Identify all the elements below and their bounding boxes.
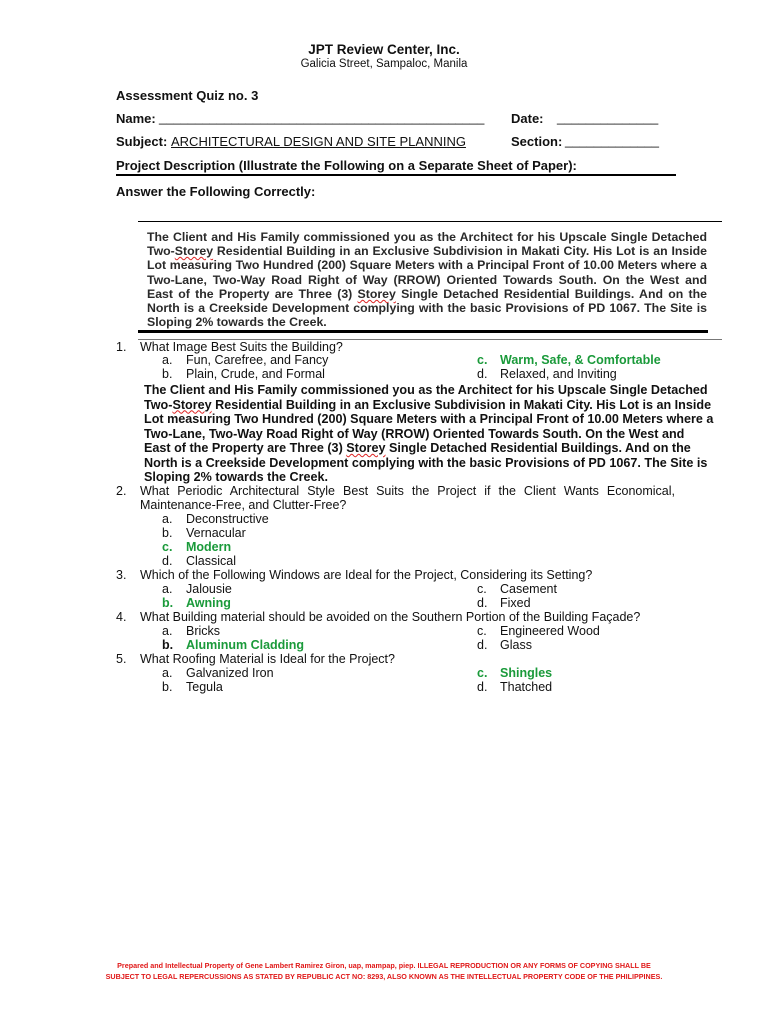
question-4-number: 4. — [116, 610, 127, 624]
org-name: JPT Review Center, Inc. — [308, 42, 460, 57]
q1-choice-b: Plain, Crude, and Formal — [186, 367, 325, 381]
q1-choice-c-letter: c. — [477, 353, 488, 367]
q2-choice-b-letter: b. — [162, 526, 173, 540]
question-2-number: 2. — [116, 484, 127, 498]
q1-choice-a: Fun, Carefree, and Fancy — [186, 353, 329, 367]
q4-choice-d-letter: d. — [477, 638, 488, 652]
excerpt-line: The Client and His Family commissioned you as the Architect for his Upscale Single Detached — [144, 383, 708, 397]
q5-choice-d: Thatched — [500, 680, 553, 694]
q5-choice-c-answer: Shingles — [500, 666, 553, 680]
name-blank: _____________________________________________ — [159, 110, 485, 125]
q4-choice-d: Glass — [500, 638, 532, 652]
q3-choice-b-answer: Awning — [186, 596, 231, 610]
divider-line — [116, 174, 676, 176]
q4-choice-a: Bricks — [186, 624, 221, 638]
q5-choice-a: Galvanized Iron — [186, 666, 274, 680]
q4-choice-c: Engineered Wood — [500, 624, 600, 638]
scenario-line: Two-Storey Residential Building in an Exclusive Subdivision in Makati City. His Lot is an Inside — [147, 244, 707, 259]
scenario-paragraph — [147, 230, 707, 329]
excerpt-line: North is a Creekside Development complying with the basic Provisions of PD 1067. The Site is — [144, 455, 708, 470]
q3-choice-a: Jalousie — [186, 582, 232, 596]
q1-choice-d: Relaxed, and Inviting — [500, 367, 617, 381]
excerpt-line: Two-Storey Residential Building in an Exclusive Subdivision in Makati City. His Lot is an Inside — [144, 397, 712, 412]
date-blank: ______________ — [557, 110, 659, 125]
q3-choice-a-letter: a. — [162, 582, 173, 596]
q4-choice-a-letter: a. — [162, 624, 173, 638]
footer-line-1: Prepared and Intellectual Property of Gene Lambert Ramirez Giron, uap, mampap, piep. ILLEGAL REPRODUCTION OR ANY FORMS OF COPYING SHALL BE — [117, 961, 651, 970]
q2-choice-a-letter: a. — [162, 512, 173, 526]
q2-choice-d: Classical — [186, 554, 237, 568]
q3-choice-c: Casement — [500, 582, 557, 596]
section-blank: _____________ — [565, 133, 659, 148]
q1-choice-b-letter: b. — [162, 367, 173, 381]
question-2-text-line1: What Periodic Architectural Style Best Suits the Project if the Client Wants Economical, — [140, 484, 675, 498]
q1-choice-d-letter: d. — [477, 367, 488, 381]
scenario-bottom-rule — [138, 330, 708, 333]
org-address: Galicia Street, Sampaloc, Manila — [300, 58, 468, 70]
scenario-line: North is a Creekside Development complying with the basic Provisions of PD 1067. The Site is — [147, 300, 707, 315]
scenario-line: Sloping 2% towards the Creek. — [147, 315, 327, 330]
q5-choice-b-letter: b. — [162, 680, 173, 694]
q2-choice-c-letter: c. — [162, 540, 173, 554]
question-5-number: 5. — [116, 652, 127, 666]
q4-choice-b-answer: Aluminum Cladding — [186, 638, 305, 652]
name-label: Name: — [116, 111, 156, 126]
subject-label: Subject: — [116, 134, 168, 149]
question-5-text: What Roofing Material is Ideal for the Project? — [140, 652, 395, 666]
q1-choice-a-letter: a. — [162, 353, 173, 367]
excerpt-line: Lot measuring Two Hundred (200) Square Meters with a Principal Front of 10.00 Meters where a — [144, 412, 714, 426]
question-1-number: 1. — [116, 340, 127, 354]
q5-choice-b: Tegula — [186, 680, 223, 694]
q3-choice-d: Fixed — [500, 596, 531, 610]
project-description: Project Description (Illustrate the Following on a Separate Sheet of Paper): — [116, 158, 577, 173]
q2-choice-a: Deconstructive — [186, 512, 269, 526]
scenario-line: The Client and His Family commissioned you as the Architect for his Upscale Single Detached — [147, 230, 707, 244]
footer-line-2: SUBJECT TO LEGAL REPERCUSSIONS AS STATED BY REPUBLIC ACT NO: 8293, ALSO KNOWN AS THE INTELLECTUAL PROPERTY CODE OF THE PHILIPPINES. — [105, 971, 663, 981]
copyright-footer — [0, 961, 768, 982]
section-label: Section: — [511, 134, 563, 149]
scenario-line: East of the Property are Three (3) Storey Single Detached Residential Buildings. And on the — [147, 286, 707, 301]
q2-choice-b: Vernacular — [186, 526, 246, 540]
q3-choice-b-letter: b. — [162, 596, 174, 610]
scenario-excerpt-paragraph — [144, 383, 712, 485]
subject-value: ARCHITECTURAL DESIGN AND SITE PLANNING — [171, 134, 466, 149]
date-label: Date: — [511, 111, 544, 126]
q4-choice-b-letter: b. — [162, 638, 174, 652]
q2-choice-c-answer: Modern — [186, 540, 232, 554]
question-2-text-line2: Maintenance-Free, and Clutter-Free? — [140, 498, 347, 512]
q5-choice-d-letter: d. — [477, 680, 488, 694]
answer-instruction: Answer the Following Correctly: — [116, 184, 316, 199]
scenario-excerpt-image — [144, 383, 714, 485]
question-3-number: 3. — [116, 568, 127, 582]
question-3-text: Which of the Following Windows are Ideal for the Project, Considering its Setting? — [140, 568, 593, 582]
q3-choice-d-letter: d. — [477, 596, 488, 610]
quiz-title: Assessment Quiz no. 3 — [116, 88, 259, 103]
scenario-top-rule — [138, 221, 722, 222]
question-1-text: What Image Best Suits the Building? — [140, 340, 343, 354]
q5-choice-c-letter: c. — [477, 666, 488, 680]
question-4-text: What Building material should be avoided on the Southern Portion of the Building Façade? — [140, 610, 641, 624]
scenario-line: Two-Lane, Two-Way Road Right of Way (RROW) Oriented Towards South. On the West and — [147, 272, 707, 287]
excerpt-line: Two-Lane, Two-Way Road Right of Way (RROW) Oriented Towards South. On the West and — [144, 426, 685, 441]
q3-choice-c-letter: c. — [477, 582, 487, 596]
q4-choice-c-letter: c. — [477, 624, 487, 638]
excerpt-line: Sloping 2% towards the Creek. — [144, 470, 329, 484]
scenario-line: Lot measuring Two Hundred (200) Square Meters with a Principal Front of 10.00 Meters where a — [147, 258, 707, 273]
excerpt-line: East of the Property are Three (3) Storey Single Detached Residential Buildings. And on the — [144, 441, 691, 455]
q1-choice-c-answer: Warm, Safe, & Comfortable — [500, 353, 661, 367]
q2-choice-d-letter: d. — [162, 554, 173, 568]
q5-choice-a-letter: a. — [162, 666, 173, 680]
